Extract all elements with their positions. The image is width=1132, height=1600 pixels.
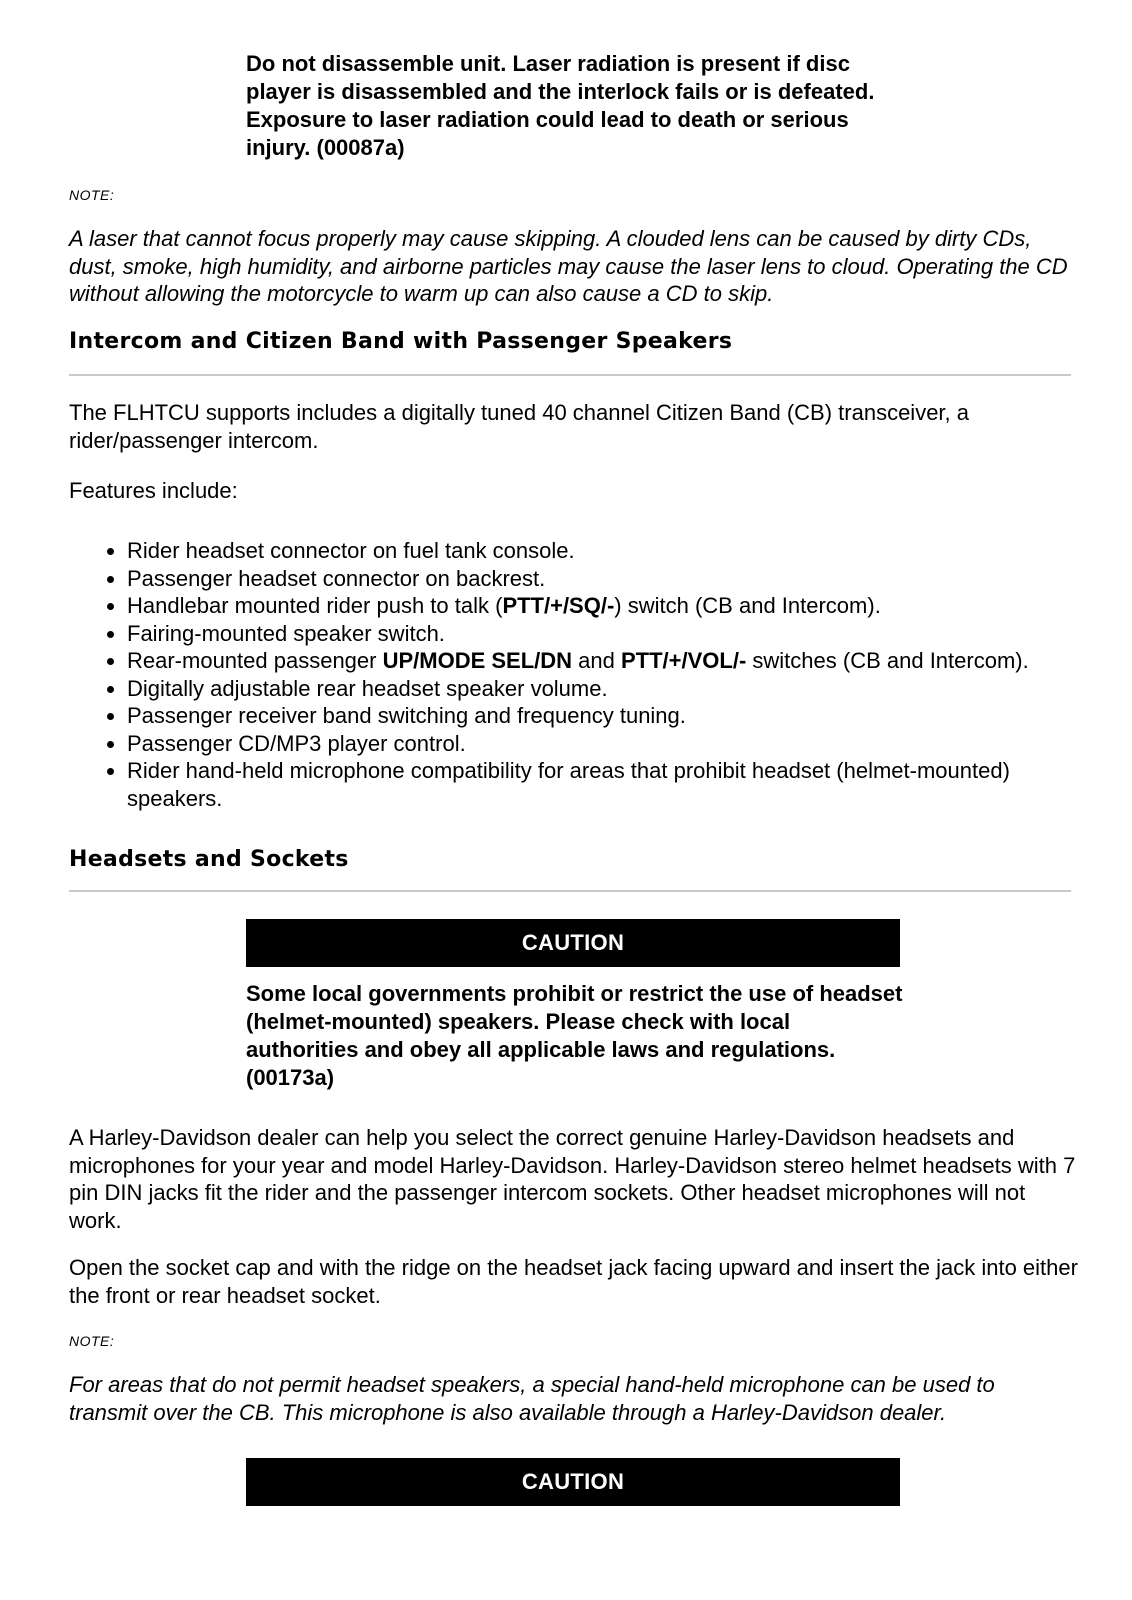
caution-banner: CAUTION: [246, 1458, 900, 1506]
intro-paragraph: The FLHTCU supports includes a digitally tuned 40 channel Citizen Band (CB) transceiver, a rider/passenger intercom.: [69, 400, 970, 453]
list-item: • Handlebar mounted rider push to talk (PTT/+/SQ/-) switch (CB and Intercom).: [127, 592, 1079, 620]
dealer-paragraph: A Harley-Davidson dealer can help you select the correct genuine Harley-Davidson headsets and microphones for your year and model Harley-Davidson. Harley-Davidson stereo helmet headsets with 7 pin DIN jacks fit the rider and the passenger intercom sockets. Other headset microphones will not work.: [69, 1125, 1076, 1233]
list-item: • Digitally adjustable rear headset speaker volume.: [127, 675, 1079, 703]
list-item: • Passenger CD/MP3 player control.: [127, 730, 1079, 758]
list-item: • Passenger headset connector on backrest.: [127, 565, 1079, 593]
note-label: NOTE:: [69, 1333, 115, 1349]
note-text: For areas that do not permit headset speakers, a special hand-held microphone can be used to transmit over the CB. This microphone is also available through a Harley-Davidson dealer.: [69, 1372, 995, 1425]
list-item: • Rider hand-held microphone compatibility for areas that prohibit headset (helmet-mounted) speakers.: [127, 757, 1079, 812]
caution-banner: CAUTION: [246, 919, 900, 967]
caution-text: Some local governments prohibit or restrict the use of headset (helmet-mounted) speakers. Please check with local authorities and obey all applicable laws and regulations. (00173a): [246, 981, 903, 1090]
list-item: • Fairing-mounted speaker switch.: [127, 620, 1079, 648]
section-divider: [69, 374, 1071, 376]
laser-warning-text: Do not disassemble unit. Laser radiation is present if disc player is disassembled and the interlock fails or is defeated. Exposure to laser radiation could lead to death or serious injury. (00087a): [246, 51, 875, 160]
section-heading-intercom: Intercom and Citizen Band with Passenger Speakers: [69, 329, 733, 354]
socket-paragraph: Open the socket cap and with the ridge on the headset jack facing upward and insert the jack into either the front or rear headset socket.: [69, 1255, 1078, 1308]
note-label: NOTE:: [69, 187, 115, 203]
list-item: • Rider headset connector on fuel tank console.: [127, 537, 1079, 565]
features-list: [69, 537, 1079, 812]
section-divider: [69, 890, 1071, 892]
list-item: • Passenger receiver band switching and frequency tuning.: [127, 702, 1079, 730]
features-label: Features include:: [69, 478, 238, 503]
section-heading-headsets: Headsets and Sockets: [69, 847, 349, 872]
note-text: A laser that cannot focus properly may cause skipping. A clouded lens can be caused by dirty CDs, dust, smoke, high humidity, and airborne particles may cause the laser lens to cloud. Operating the CD without allowing the motorcycle to warm up can also cause a CD to skip.: [69, 226, 1068, 306]
list-item: • Rear-mounted passenger UP/MODE SEL/DN and PTT/+/VOL/- switches (CB and Intercom).: [127, 647, 1079, 675]
